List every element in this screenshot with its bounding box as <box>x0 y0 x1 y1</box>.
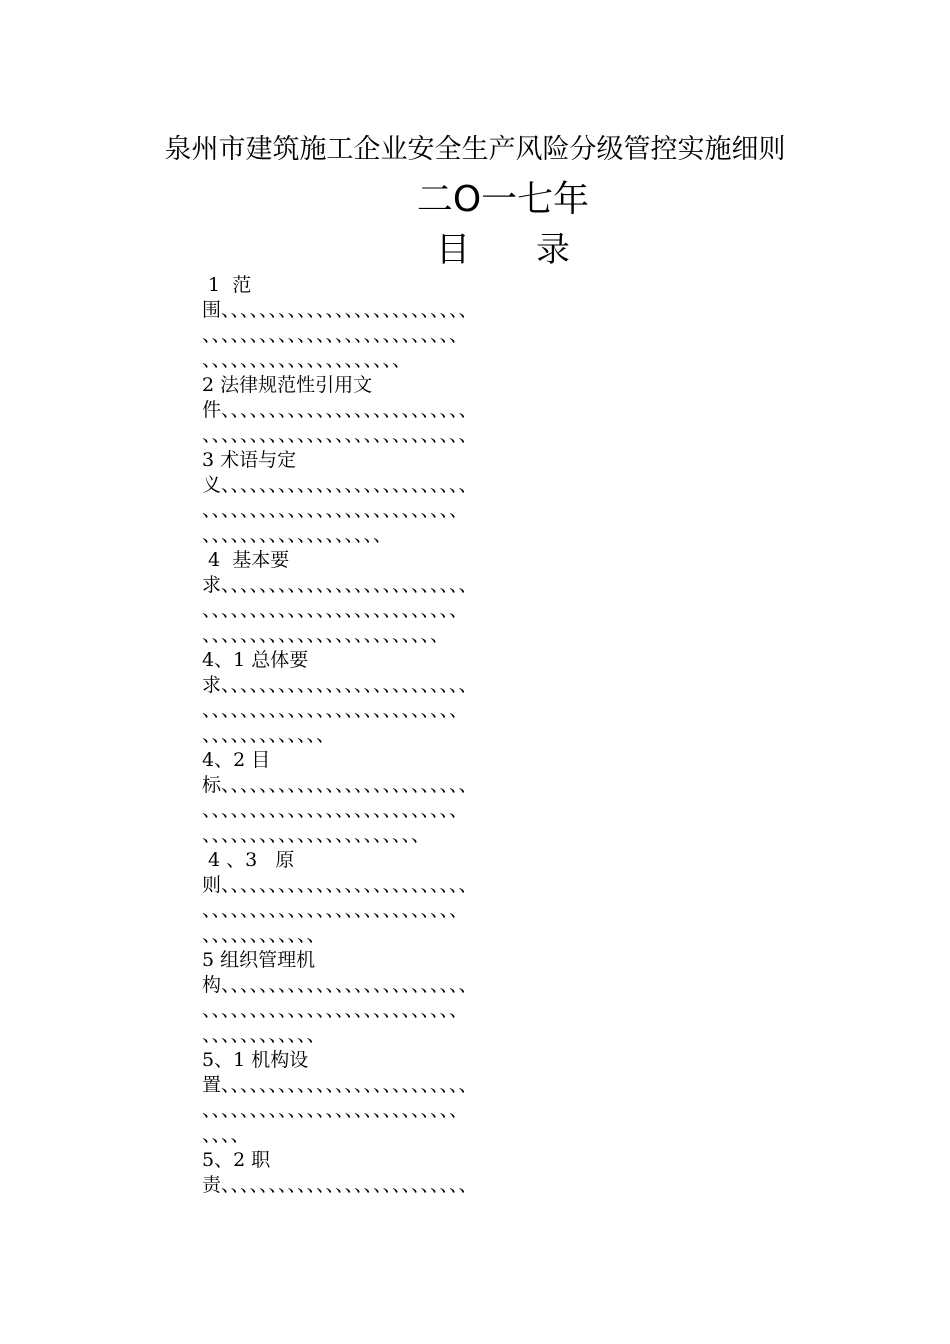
toc-heading <box>0 226 950 274</box>
toc-entry-title[interactable]: 4 基本要 <box>202 549 290 571</box>
document-title: 泉州市建筑施工企业安全生产风险分级管控实施细则 <box>164 134 786 165</box>
document-year: 二O一七年 <box>416 179 590 220</box>
toc-entry-leader <box>202 673 822 748</box>
toc-entry[interactable] <box>202 848 822 948</box>
toc-heading-right: 录 <box>536 230 570 270</box>
toc-leader-line: 件、、、、、、、、、、、、、、、、、、、、、、、、、、 <box>202 399 478 421</box>
toc-entry[interactable] <box>202 1148 822 1198</box>
toc-leader-line: 、、、、、、、、、、、、、、、、、、、、、、、 <box>202 824 431 846</box>
toc-leader-line: 、、、、、、、、、、、、、、、、、、、、、、、、、、、 <box>202 899 469 921</box>
toc-leader-line: 、、、、、、、、、、、、、、、、、、、 <box>202 524 393 546</box>
toc-leader-line: 求、、、、、、、、、、、、、、、、、、、、、、、、、、 <box>202 674 478 696</box>
toc-entry[interactable] <box>202 548 822 648</box>
toc-entry-title[interactable]: 2 法律规范性引用文 <box>202 374 373 396</box>
toc-leader-line: 、、、、、、、、、、、、、、、、、、、、、、、、、、、 <box>202 1099 469 1121</box>
toc-entry-leader <box>202 973 822 1048</box>
toc-entry[interactable] <box>202 273 822 373</box>
toc-entry-title[interactable]: 4、2 目 <box>202 749 271 771</box>
toc-entry-title[interactable]: 5、1 机构设 <box>202 1049 309 1071</box>
toc-entry-title[interactable]: 5、2 职 <box>202 1149 271 1171</box>
toc-leader-line: 、、、、、、、、、、、、 <box>202 1024 326 1046</box>
toc-leader-line: 、、、、、、、、、、、、、、、、、、、、、、、、、、、 <box>202 599 469 621</box>
toc-heading-left: 目 <box>436 230 470 270</box>
toc-entry-leader <box>202 573 822 648</box>
toc-entry[interactable] <box>202 448 822 548</box>
toc-leader-line: 、、、、、、、、、、、、、、、、、、、、、、、、、、、 <box>202 324 469 346</box>
toc-leader-line: 置、、、、、、、、、、、、、、、、、、、、、、、、、、 <box>202 1074 478 1096</box>
toc-leader-line: 则、、、、、、、、、、、、、、、、、、、、、、、、、、 <box>202 874 478 896</box>
toc-entry[interactable] <box>202 373 822 448</box>
toc-entry[interactable] <box>202 948 822 1048</box>
toc-entry-title[interactable]: 3 术语与定 <box>202 449 297 471</box>
toc-leader-line: 、、、、、、、、、、、、、、、、、、、、、 <box>202 349 412 371</box>
toc-leader-line: 、、、、、、、、、、、、、、、、、、、、、、、、、、、 <box>202 799 469 821</box>
toc-entry-title[interactable]: 5 组织管理机 <box>202 949 316 971</box>
toc-entry-leader <box>202 1173 822 1198</box>
toc-entry-title[interactable]: 1 范 <box>202 274 252 296</box>
toc-entry-leader <box>202 773 822 848</box>
toc-entry-leader <box>202 398 822 448</box>
toc-leader-line: 、、、、、、、、、、、、、 <box>202 724 336 746</box>
toc-entry-title[interactable]: 4、1 总体要 <box>202 649 309 671</box>
toc-leader-line: 、、、、、、、、、、、、、、、、、、、、、、、、、、、 <box>202 499 469 521</box>
toc-entry[interactable] <box>202 1048 822 1148</box>
toc-entry-leader <box>202 473 822 548</box>
toc-entry-title[interactable]: 4 、3 原 <box>202 849 295 871</box>
toc-leader-line: 标、、、、、、、、、、、、、、、、、、、、、、、、、、 <box>202 774 478 796</box>
toc-leader-line: 、、、、、、、、、、、、 <box>202 924 326 946</box>
toc-entry-leader <box>202 873 822 948</box>
table-of-contents <box>202 273 822 1198</box>
toc-leader-line: 、、、、、、、、、、、、、、、、、、、、、、、、、 <box>202 624 450 646</box>
toc-entry[interactable] <box>202 748 822 848</box>
toc-leader-line: 、、、、、、、、、、、、、、、、、、、、、、、、、、、 <box>202 999 469 1021</box>
toc-leader-line: 责、、、、、、、、、、、、、、、、、、、、、、、、、、 <box>202 1174 478 1196</box>
toc-leader-line: 义、、、、、、、、、、、、、、、、、、、、、、、、、、 <box>202 474 478 496</box>
toc-leader-line: 求、、、、、、、、、、、、、、、、、、、、、、、、、、 <box>202 574 478 596</box>
toc-entry-leader <box>202 1073 822 1148</box>
toc-leader-line: 、、、、、、、、、、、、、、、、、、、、、、、、、、、、 <box>202 424 478 446</box>
toc-leader-line: 构、、、、、、、、、、、、、、、、、、、、、、、、、、 <box>202 974 478 996</box>
toc-leader-line: 、、、、、、、、、、、、、、、、、、、、、、、、、、、 <box>202 699 469 721</box>
toc-entry[interactable] <box>202 648 822 748</box>
toc-leader-line: 、、、、 <box>202 1124 250 1146</box>
toc-leader-line: 围、、、、、、、、、、、、、、、、、、、、、、、、、、 <box>202 299 478 321</box>
toc-entry-leader <box>202 298 822 373</box>
